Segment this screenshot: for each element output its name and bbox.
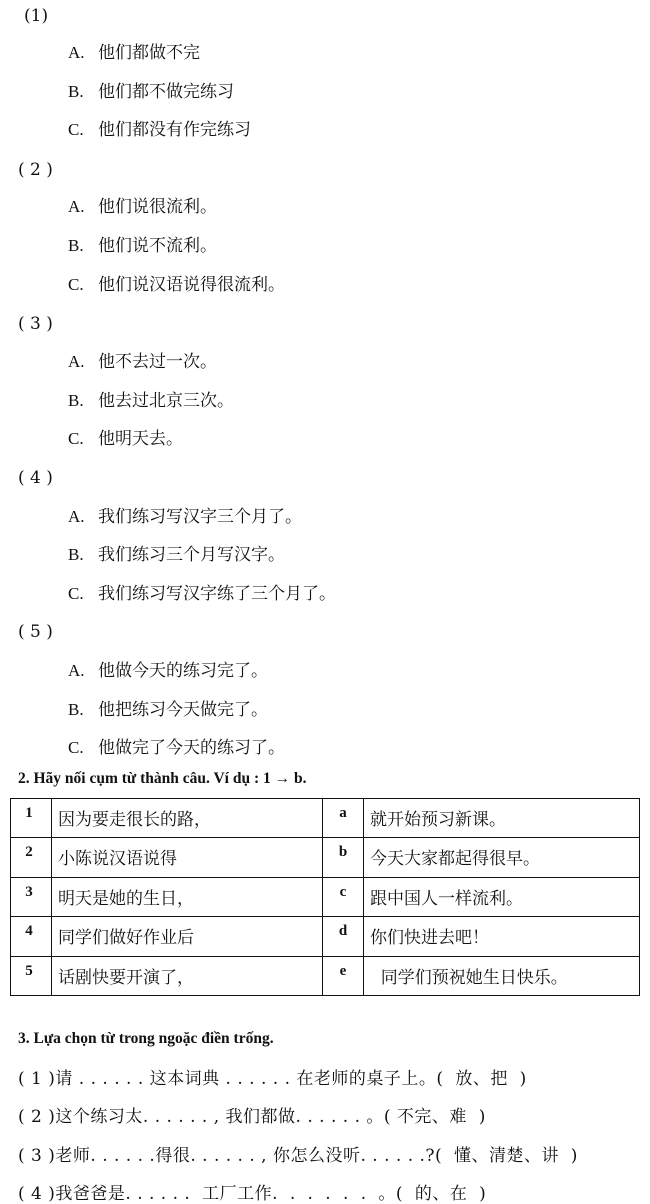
option-text: 他们都没有作完练习 bbox=[98, 120, 251, 140]
option-letter: B. bbox=[68, 545, 84, 564]
option-letter: A. bbox=[68, 507, 85, 526]
phrase-left: 明天是她的生日， bbox=[52, 877, 323, 916]
option-text: 他们说很流利。 bbox=[98, 197, 217, 217]
row-letter: a bbox=[323, 799, 364, 838]
option bbox=[68, 507, 302, 527]
phrase-left: 同学们做好作业后 bbox=[52, 917, 323, 956]
phrase-left: 小陈说汉语说得 bbox=[52, 838, 323, 877]
phrase-right: 就开始预习新课。 bbox=[364, 799, 640, 838]
option-text: 他们说不流利。 bbox=[98, 236, 217, 256]
option-letter: A. bbox=[68, 352, 85, 371]
option-letter: B. bbox=[68, 236, 84, 255]
option bbox=[68, 391, 234, 411]
phrase-right: 同学们预祝她生日快乐。 bbox=[364, 956, 640, 995]
option bbox=[68, 352, 217, 372]
option bbox=[68, 82, 234, 102]
fill-item: ( 4 )我爸爸是. . . . . . 工厂工作. . . . . . 。( 的、在 ) bbox=[18, 1184, 487, 1204]
question-label: (1) bbox=[24, 6, 49, 26]
option-text: 我们练习写汉字练了三个月了。 bbox=[98, 584, 336, 604]
option bbox=[68, 700, 268, 720]
row-number: 4 bbox=[11, 917, 52, 956]
table-row bbox=[11, 838, 640, 877]
table-row bbox=[11, 917, 640, 956]
question-label: ( 4 ) bbox=[18, 468, 53, 488]
row-number: 5 bbox=[11, 956, 52, 995]
table-row bbox=[11, 877, 640, 916]
option-text: 他把练习今天做完了。 bbox=[98, 700, 268, 720]
phrase-right: 今天大家都起得很早。 bbox=[364, 838, 640, 877]
option-text: 我们练习写汉字三个月了。 bbox=[98, 507, 302, 527]
question-label: ( 5 ) bbox=[18, 622, 53, 642]
option-letter: C. bbox=[68, 120, 84, 139]
option bbox=[68, 43, 200, 63]
option bbox=[68, 738, 285, 758]
option bbox=[68, 661, 268, 681]
option-letter: A. bbox=[68, 661, 85, 680]
phrase-left: 话剧快要开演了， bbox=[52, 956, 323, 995]
option-text: 他们都做不完 bbox=[98, 43, 200, 63]
phrase-right: 你们快进去吧！ bbox=[364, 917, 640, 956]
option bbox=[68, 197, 217, 217]
option-letter: C. bbox=[68, 275, 84, 294]
option-letter: C. bbox=[68, 584, 84, 603]
fill-item: ( 2 )这个练习太. . . . . . , 我们都做. . . . . . 。( 不完、难 ) bbox=[18, 1107, 486, 1127]
row-letter: b bbox=[323, 838, 364, 877]
option-text: 他不去过一次。 bbox=[98, 352, 217, 372]
option bbox=[68, 120, 251, 140]
option-text: 他明天去。 bbox=[98, 429, 183, 449]
row-number: 3 bbox=[11, 877, 52, 916]
option-letter: B. bbox=[68, 700, 84, 719]
table-row bbox=[11, 956, 640, 995]
option-text: 他们都不做完练习 bbox=[98, 82, 234, 102]
option-letter: A. bbox=[68, 43, 85, 62]
option-text: 他去过北京三次。 bbox=[98, 391, 234, 411]
option-text: 他做今天的练习完了。 bbox=[98, 661, 268, 681]
row-letter: c bbox=[323, 877, 364, 916]
option bbox=[68, 545, 285, 565]
section2-heading: 2. Hãy nối cụm từ thành câu. Ví dụ : 1 → b. bbox=[18, 770, 307, 787]
option-letter: B. bbox=[68, 82, 84, 101]
question-label: ( 3 ) bbox=[18, 314, 53, 334]
fill-item: ( 3 )老师. . . . . .得很. . . . . . , 你怎么没听. . . . . .?( 懂、清楚、讲 ) bbox=[18, 1146, 578, 1166]
option-text: 他做完了今天的练习了。 bbox=[98, 738, 285, 758]
fill-item: ( 1 )请 . . . . . . 这本词典 . . . . . . 在老师的桌子上。( 放、把 ) bbox=[18, 1069, 527, 1089]
option-letter: B. bbox=[68, 391, 84, 410]
option-letter: C. bbox=[68, 429, 84, 448]
phrase-right: 跟中国人一样流利。 bbox=[364, 877, 640, 916]
row-letter: e bbox=[323, 956, 364, 995]
option bbox=[68, 584, 336, 604]
option-text: 他们说汉语说得很流利。 bbox=[98, 275, 285, 295]
option-text: 我们练习三个月写汉字。 bbox=[98, 545, 285, 565]
row-letter: d bbox=[323, 917, 364, 956]
option-letter: A. bbox=[68, 197, 85, 216]
option bbox=[68, 429, 183, 449]
option bbox=[68, 236, 217, 256]
phrase-left: 因为要走很长的路， bbox=[52, 799, 323, 838]
matching-table bbox=[10, 798, 640, 996]
question-label: ( 2 ) bbox=[18, 160, 53, 180]
option bbox=[68, 275, 285, 295]
section3-heading: 3. Lựa chọn từ trong ngoặc điền trống. bbox=[18, 1030, 274, 1047]
row-number: 1 bbox=[11, 799, 52, 838]
table-row bbox=[11, 799, 640, 838]
row-number: 2 bbox=[11, 838, 52, 877]
option-letter: C. bbox=[68, 738, 84, 757]
